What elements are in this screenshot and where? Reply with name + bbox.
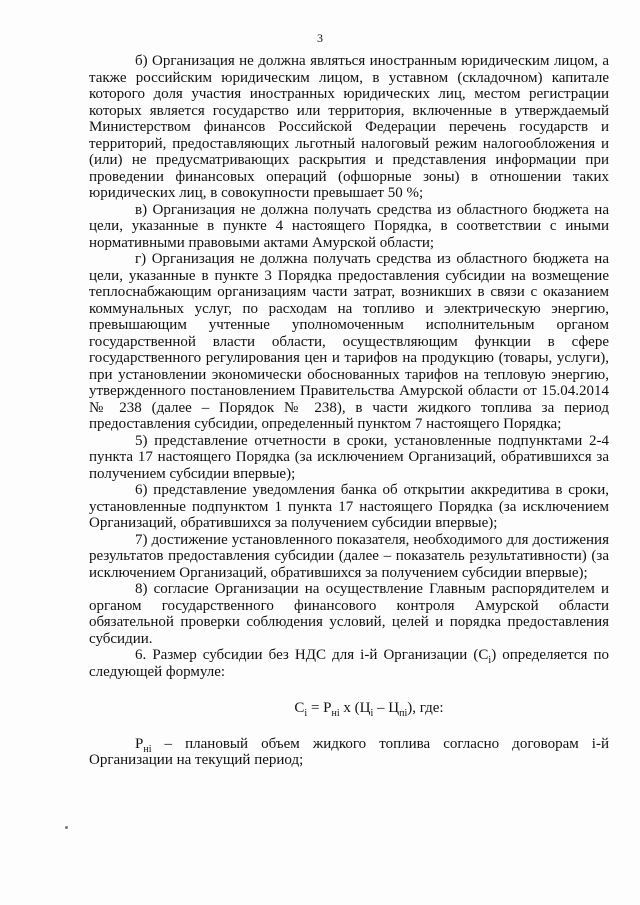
- formula-eq: = Р: [307, 700, 332, 716]
- formula-c-sub: i: [304, 708, 308, 719]
- formula-mid: x (Ц: [339, 700, 371, 716]
- definition-symbol-sub: нi: [143, 743, 152, 755]
- scan-speck: [65, 826, 68, 829]
- formula-tail: ), где:: [407, 700, 444, 716]
- paragraph-b: б) Организация не должна являться иностранным юридическим лицом, а также российским юридическим лицом, в уставном (складочном) капитале которого доля участия иностранных юридических лиц, местом регистрации которых является государство или территория, включенные в утверждаемый Министерством финансов Российской Федерации перечень государств и территорий, предоставляющих льготный налоговый режим налогообложения и (или) не предусматривающих раскрытия и представления информации при проведении финансовых операций (офшорные зоны) в отношении таких юридических лиц, в совокупности превышает 50 %;: [89, 53, 609, 201]
- definition-symbol: Р: [135, 735, 144, 752]
- document-body: [89, 53, 609, 769]
- definition-text: – плановый объем жидкого топлива согласно договорам i-й Организации на текущий период;: [89, 735, 609, 768]
- formula-ts-sub: i: [370, 708, 374, 719]
- formula-tsn-sub: пi: [399, 708, 408, 719]
- paragraph-g: г) Организация не должна получать средства из областного бюджета на цели, указанные в пункте 3 Порядка предоставления субсидии на возмещение теплоснабжающим организациям части затрат, возникших в связи с оказанием коммунальных услуг, по расходам на топливо и электрическую энергию, превышающим учтенные уполномоченным исполнительным органом государственной власти области, осуществляющим функции в сфере государственного регулирования цен и тарифов на продукцию (товары, услуги), при установлении экономически обоснованных тарифов на тепловую энергию, утвержденного постановлением Правительства Амурской области от 15.04.2014 № 238 (далее – Порядок № 238), в части жидкого топлива за период предоставления субсидии, определенный пунктом 7 настоящего Порядка;: [89, 251, 609, 432]
- paragraph-item-8: 8) согласие Организации на осуществление Главным распорядителем и органом государственного финансового контроля Амурской области обязательной проверки соблюдения условий, целей и порядка предоставления субсидии.: [89, 581, 609, 647]
- subsidy-formula: [89, 700, 609, 717]
- page-number: 3: [317, 31, 323, 45]
- paragraph-item-7: 7) достижение установленного показателя, необходимого для достижения результатов предоставления субсидии (далее – показатель результативности) (за исключением Организаций, обратившихся за получением субсидии впервые);: [89, 531, 609, 581]
- formula-minus: – Ц: [373, 700, 400, 716]
- point-6-subscript: i: [488, 655, 492, 666]
- point-6-text-end: ) определяется по следующей формуле:: [89, 647, 609, 680]
- paragraph-item-6: 6) представление уведомления банка об открытии аккредитива в сроки, установленные подпунктом 1 пункта 17 настоящего Порядка (за исключением Организаций, обратившихся за получением субсидии впервые);: [89, 482, 609, 531]
- definition-p-ni: [89, 736, 609, 769]
- paragraph-item-5: 5) представление отчетности в сроки, установленные подпунктами 2-4 пункта 17 настоящего Порядка (за исключением Организаций, обратившихся за получением субсидии впервые);: [89, 432, 609, 482]
- formula-c: С: [294, 700, 305, 716]
- paragraph-point-6: [89, 647, 609, 680]
- paragraph-v: в) Организация не должна получать средства из областного бюджета на цели, указанные в пункте 4 настоящего Порядка, в соответствии с иными нормативными правовыми актами Амурской области;: [89, 201, 609, 251]
- point-6-text-start: 6. Размер субсидии без НДС для i-й Организации (С: [135, 647, 489, 663]
- formula-p-sub: нi: [331, 708, 340, 719]
